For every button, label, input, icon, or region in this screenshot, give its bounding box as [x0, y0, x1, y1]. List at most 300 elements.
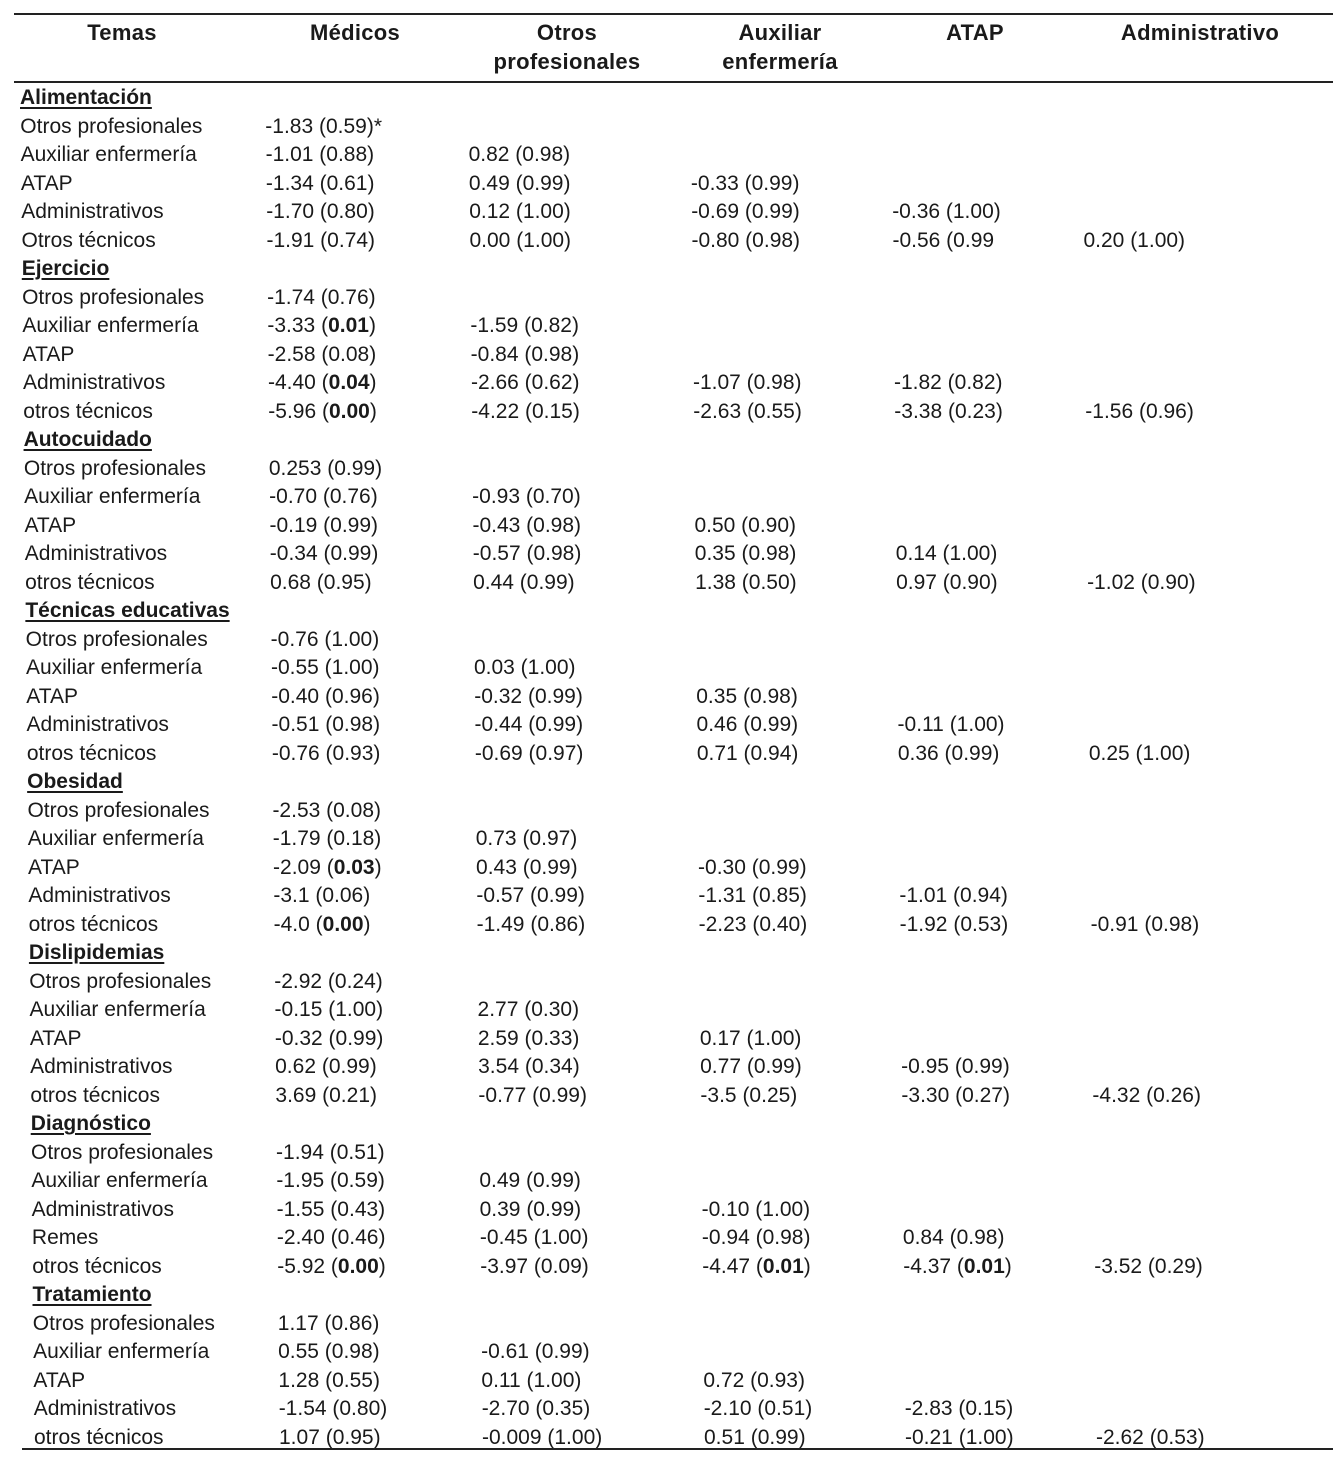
section-title: Técnicas educativas: [25, 599, 230, 622]
table-cell: [271, 683, 380, 711]
cell-value: -0.84 (0.98): [470, 342, 580, 366]
cell-value: 0.77 (0.99): [700, 1055, 802, 1078]
table-cell: [271, 654, 380, 682]
cell-value: 1.07 (0.95): [279, 1425, 381, 1449]
row-label: Auxiliar enfermería: [24, 485, 201, 508]
table-cell: [267, 284, 376, 312]
cell-value: -4.0 (: [273, 912, 323, 936]
cell-value: 1.17 (0.86): [277, 1311, 380, 1335]
table-cell: [478, 1082, 587, 1110]
table-cell: [1089, 740, 1191, 768]
significant-p-value: 0.00: [322, 912, 364, 936]
table-cell: [469, 141, 571, 169]
significant-p-value: 0.04: [328, 371, 370, 394]
cell-value: -0.43 (0.98): [472, 513, 582, 537]
row-label: Auxiliar enfermería: [22, 314, 199, 337]
table-cell: [273, 882, 370, 910]
table-cell: [268, 398, 377, 426]
cell-value: -1.56 (0.96): [1085, 399, 1194, 423]
cell-value: 0.46 (0.99): [696, 713, 799, 736]
table-cell: [275, 1025, 384, 1053]
cell-value: -2.63 (0.55): [693, 399, 802, 423]
table-cell: [476, 825, 578, 853]
table-cell: [691, 198, 800, 226]
cell-value: -0.57 (0.99): [476, 884, 585, 907]
cell-value: -2.09 (: [273, 855, 334, 879]
table-cell: [269, 512, 378, 540]
row-label: Administrativos: [24, 542, 168, 565]
table-cell: [269, 455, 382, 483]
row-label: Auxiliar enfermería: [33, 1340, 210, 1363]
table-cell: [1083, 227, 1185, 255]
cell-value: -0.32 (0.99): [474, 684, 583, 708]
section-title: Alimentación: [20, 86, 152, 109]
row-label: Auxiliar enfermería: [20, 143, 197, 166]
row-label: ATAP: [22, 342, 75, 366]
table-cell: [903, 1224, 1005, 1252]
row-label: Otros profesionales: [32, 1311, 215, 1335]
row-label: Otros profesionales: [22, 285, 205, 309]
table-cell: [266, 141, 375, 169]
table-cell: [896, 569, 998, 597]
table-cell: [274, 968, 383, 996]
significant-p-value: 0.03: [333, 855, 375, 879]
cell-value: -0.19 (0.99): [269, 513, 379, 537]
cell-value: -4.37 (: [903, 1254, 964, 1278]
table-cell: [696, 683, 798, 711]
table-cell: [266, 227, 375, 255]
table-cell: [892, 227, 994, 255]
table-cell: [472, 512, 581, 540]
cell-value: 0.97 (0.90): [896, 570, 998, 594]
table-cell: [278, 1310, 380, 1338]
table-cell: [896, 540, 998, 568]
row-label: Administrativos: [33, 1397, 177, 1420]
row-label: otros técnicos: [25, 570, 155, 594]
table-cell: [469, 227, 571, 255]
significant-p-value: 0.01: [328, 314, 369, 337]
cell-value: -1.92 (0.53): [899, 912, 1009, 936]
row-label: Otros profesionales: [27, 798, 210, 822]
table-cell: [697, 711, 799, 739]
table-cell: [273, 825, 382, 853]
cell-value: 0.25 (1.00): [1088, 741, 1191, 765]
table-cell: [1091, 911, 1200, 939]
table-cell: [270, 540, 379, 568]
table-cell: [899, 882, 1008, 910]
cell-value: -0.61 (0.99): [481, 1340, 590, 1363]
table-cell: [694, 512, 796, 540]
header-atap: ATAP: [946, 20, 1004, 45]
cell-closing: ): [369, 399, 377, 423]
section-title: Tratamiento: [32, 1283, 152, 1306]
row-label: Auxiliar enfermería: [25, 656, 203, 679]
cell-value: 0.11 (1.00): [481, 1368, 582, 1392]
header-administrativo: Administrativo: [1120, 20, 1280, 45]
table-cell: [482, 1395, 591, 1423]
table-cell: [697, 740, 799, 768]
table-cell: [266, 170, 375, 198]
table-cell: [471, 369, 580, 397]
cell-value: -3.33 (: [267, 314, 329, 337]
table-cell: [480, 1253, 589, 1281]
cell-value: -3.97 (0.09): [480, 1254, 589, 1278]
significant-p-value: 0.01: [963, 1254, 1005, 1278]
cell-value: -2.70 (0.35): [481, 1397, 591, 1420]
table-cell: [1094, 1253, 1203, 1281]
row-label: Administrativos: [28, 884, 171, 907]
row-label: Auxiliar enfermería: [27, 827, 204, 850]
header-temas: Temas: [87, 20, 157, 45]
cell-value: -3.5 (0.25): [700, 1083, 798, 1107]
row-label: Auxiliar enfermería: [31, 1169, 208, 1192]
table-cell: [266, 198, 375, 226]
cell-value: -0.91 (0.98): [1090, 912, 1200, 936]
cell-value: -0.32 (0.99): [274, 1026, 384, 1050]
table-cell: [478, 1053, 580, 1081]
table-cell: [478, 996, 580, 1024]
table-cell: [894, 398, 1003, 426]
table-cell: [691, 170, 800, 198]
table-cell: [268, 369, 377, 397]
table-cell: [479, 1167, 581, 1195]
table-cell: [275, 996, 384, 1024]
cell-value: -1.83 (0.59)*: [265, 114, 383, 138]
cell-value: 0.12 (1.00): [469, 200, 571, 223]
table-cell: [901, 1082, 1010, 1110]
table-cell: [702, 1253, 811, 1281]
cell-value: -4.40 (: [267, 371, 329, 394]
row-label: Otros profesionales: [31, 1140, 214, 1164]
cell-value: 0.82 (0.98): [468, 143, 571, 166]
table-cell: [278, 1338, 380, 1366]
section-title: Diagnóstico: [30, 1112, 151, 1135]
cell-value: -2.92 (0.24): [274, 969, 383, 993]
cell-value: -1.59 (0.82): [470, 314, 579, 337]
table-cell: [478, 1025, 580, 1053]
cell-value: -4.47 (: [702, 1254, 763, 1278]
row-label: otros técnicos: [30, 1083, 160, 1107]
table-cell: [272, 711, 381, 739]
cell-value: -0.57 (0.98): [472, 542, 582, 565]
cell-value: 2.77 (0.30): [477, 998, 580, 1021]
table-cell: [699, 911, 808, 939]
cell-value: 3.54 (0.34): [478, 1055, 580, 1078]
cell-value: -1.49 (0.86): [476, 912, 586, 936]
table-cell: [480, 1224, 589, 1252]
row-label: Otros profesionales: [29, 969, 212, 993]
cell-value: 0.36 (0.99): [897, 741, 1000, 765]
cell-value: 0.62 (0.99): [275, 1055, 377, 1078]
table-cell: [279, 1395, 388, 1423]
cell-value: -0.76 (0.93): [271, 741, 381, 765]
table-cell: [278, 1367, 380, 1395]
cell-value: -1.74 (0.76): [267, 285, 376, 309]
table-cell: [275, 1053, 377, 1081]
cell-value: -0.77 (0.99): [478, 1083, 587, 1107]
table-cell: [277, 1224, 386, 1252]
row-label: ATAP: [20, 171, 73, 195]
cell-value: 0.71 (0.94): [696, 741, 799, 765]
table-cell: [693, 398, 802, 426]
cell-closing: ): [369, 371, 377, 394]
table-cell: [905, 1395, 1014, 1423]
table-cell: [481, 1367, 581, 1395]
cell-closing: ): [378, 1254, 386, 1278]
section-title: Ejercicio: [21, 257, 110, 280]
cell-closing: ): [803, 1254, 811, 1278]
cell-value: 0.51 (0.99): [704, 1425, 806, 1449]
cell-value: 0.35 (0.98): [694, 542, 797, 565]
cell-value: -1.01 (0.88): [265, 143, 375, 166]
cell-value: 0.253 (0.99): [268, 456, 383, 480]
row-label: otros técnicos: [26, 741, 157, 765]
cell-value: -3.1 (0.06): [273, 884, 371, 907]
cell-value: -1.02 (0.90): [1087, 570, 1196, 594]
cell-value: -2.83 (0.15): [904, 1397, 1014, 1420]
table-cell: [894, 369, 1003, 397]
table-cell: [268, 341, 377, 369]
table-cell: [475, 740, 584, 768]
row-label: Otros técnicos: [21, 228, 156, 252]
cell-value: -2.62 (0.53): [1096, 1425, 1205, 1449]
cell-value: -2.23 (0.40): [698, 912, 808, 936]
table-cell: [703, 1367, 805, 1395]
row-label: ATAP: [33, 1368, 86, 1392]
row-label: otros técnicos: [34, 1425, 164, 1449]
table-cell: [477, 911, 586, 939]
cell-value: -0.56 (0.99: [892, 228, 995, 252]
table-cell: [898, 740, 1000, 768]
table-cell: [271, 626, 380, 654]
table-cell: [474, 683, 583, 711]
table-cell: [471, 341, 580, 369]
table-cell: [469, 170, 571, 198]
cell-value: -1.82 (0.82): [893, 371, 1003, 394]
cell-value: -1.70 (0.80): [266, 200, 375, 223]
table-cell: [277, 1253, 386, 1281]
cell-closing: ): [368, 314, 376, 337]
cell-value: -0.70 (0.76): [269, 485, 378, 508]
table-cell: [700, 1025, 802, 1053]
cell-value: 0.73 (0.97): [475, 827, 578, 850]
header-rule: [14, 81, 1333, 83]
cell-value: 0.55 (0.98): [278, 1340, 380, 1363]
cell-value: 3.69 (0.21): [275, 1083, 377, 1107]
table-cell: [473, 569, 575, 597]
cell-value: -1.54 (0.80): [278, 1397, 388, 1420]
table-cell: [275, 1082, 377, 1110]
cell-value: 2.59 (0.33): [477, 1026, 580, 1050]
cell-value: -5.96 (: [268, 399, 329, 423]
cell-value: -4.22 (0.15): [471, 399, 580, 423]
table-cell: [901, 1053, 1010, 1081]
cell-value: -4.32 (0.26): [1092, 1083, 1201, 1107]
cell-value: -0.94 (0.98): [701, 1226, 811, 1249]
cell-value: -2.66 (0.62): [470, 371, 580, 394]
row-label: otros técnicos: [32, 1254, 162, 1278]
table-cell: [265, 113, 382, 141]
row-label: Administrativos: [22, 371, 166, 394]
table-cell: [476, 854, 578, 882]
table-cell: [1085, 398, 1194, 426]
table-cell: [470, 312, 579, 340]
cell-value: 0.84 (0.98): [902, 1226, 1005, 1249]
cell-value: 0.39 (0.99): [479, 1197, 582, 1221]
row-label: ATAP: [26, 684, 78, 708]
table-cell: [898, 711, 1005, 739]
cell-value: -1.91 (0.74): [266, 228, 376, 252]
cell-value: -0.80 (0.98): [691, 228, 801, 252]
table-cell: [695, 569, 797, 597]
cell-value: 0.03 (1.00): [473, 656, 576, 679]
cell-value: 0.14 (1.00): [895, 542, 998, 565]
cell-value: 0.49 (0.99): [479, 1169, 581, 1192]
cell-closing: ): [1004, 1254, 1012, 1278]
table-cell: [272, 740, 381, 768]
table-cell: [480, 1196, 582, 1224]
cell-value: 0.72 (0.93): [703, 1368, 805, 1392]
cell-value: -1.95 (0.59): [276, 1169, 385, 1192]
cell-value: 0.49 (0.99): [468, 171, 571, 195]
cell-value: -0.44 (0.99): [474, 713, 584, 736]
cell-value: 1.28 (0.55): [278, 1368, 380, 1392]
table-cell: [1092, 1082, 1201, 1110]
cell-value: 0.20 (1.00): [1083, 228, 1186, 252]
table-cell: [272, 797, 381, 825]
cell-value: -5.92 (: [277, 1254, 338, 1278]
cell-value: -3.30 (0.27): [901, 1083, 1010, 1107]
cell-value: -0.009 (1.00): [482, 1425, 603, 1449]
table-cell: [900, 911, 1009, 939]
table-cell: [892, 198, 1001, 226]
table-cell: [1087, 569, 1196, 597]
cell-value: -0.30 (0.99): [698, 855, 807, 879]
significant-p-value: 0.01: [762, 1254, 804, 1278]
row-label: otros técnicos: [28, 912, 159, 936]
row-label: Administrativos: [21, 200, 164, 223]
cell-value: 0.00 (1.00): [469, 228, 572, 252]
cell-value: 0.50 (0.90): [694, 513, 797, 537]
section-title: Obesidad: [27, 770, 123, 793]
cell-value: -2.10 (0.51): [703, 1397, 813, 1420]
cell-value: 0.68 (0.95): [270, 570, 372, 594]
row-label: ATAP: [28, 855, 80, 879]
row-label: ATAP: [24, 513, 77, 537]
cell-value: -2.53 (0.08): [272, 798, 381, 822]
table-cell: [273, 854, 382, 882]
cell-value: 1.38 (0.50): [695, 570, 797, 594]
top-rule: [14, 13, 1333, 15]
table-cell: [277, 1196, 386, 1224]
table-cell: [276, 1139, 385, 1167]
row-label: Administrativos: [26, 713, 169, 736]
cell-value: -0.34 (0.99): [269, 542, 379, 565]
table-cell: [469, 198, 571, 226]
significant-p-value: 0.00: [328, 399, 370, 423]
row-label: Administrativos: [31, 1197, 174, 1221]
cell-value: -3.38 (0.23): [894, 399, 1003, 423]
table-cell: [700, 1082, 797, 1110]
cell-value: -1.94 (0.51): [276, 1140, 385, 1164]
table-cell: [269, 483, 378, 511]
row-label: ATAP: [29, 1026, 82, 1050]
table-cell: [274, 911, 371, 939]
table-cell: [471, 398, 580, 426]
cell-value: -1.34 (0.61): [265, 171, 375, 195]
table-cell: [698, 854, 807, 882]
row-label: Otros profesionales: [25, 627, 208, 651]
cell-value: -0.51 (0.98): [271, 713, 381, 736]
cell-value: -0.45 (1.00): [479, 1226, 589, 1249]
table-cell: [695, 540, 797, 568]
cell-closing: ): [363, 912, 371, 936]
cell-value: -0.69 (0.99): [691, 200, 800, 223]
cell-value: -1.07 (0.98): [692, 371, 802, 394]
cell-value: -0.21 (1.00): [905, 1425, 1014, 1449]
table-cell: [702, 1196, 811, 1224]
cell-value: -0.10 (1.00): [701, 1197, 811, 1221]
header-otros-profesionales: Otros profesionales: [493, 20, 641, 74]
cell-value: -0.11 (1.00): [897, 713, 1005, 736]
table-cell: [276, 1167, 385, 1195]
cell-value: -3.52 (0.29): [1094, 1254, 1203, 1278]
section-title: Dislipidemias: [28, 941, 165, 964]
cell-closing: ): [374, 855, 382, 879]
cell-value: -0.93 (0.70): [472, 485, 581, 508]
table-cell: [702, 1224, 811, 1252]
bottom-rule: [22, 1448, 1333, 1450]
table-cell: [698, 882, 807, 910]
table-cell: [903, 1253, 1012, 1281]
cell-value: -0.95 (0.99): [901, 1055, 1010, 1078]
table-cell: [473, 540, 582, 568]
table-cell: [475, 711, 584, 739]
table-cell: [472, 483, 581, 511]
cell-value: -0.33 (0.99): [690, 171, 800, 195]
table-cell: [704, 1395, 813, 1423]
row-label: Auxiliar enfermería: [29, 998, 206, 1021]
header-auxiliar-enfermeria: Auxiliar enfermería: [722, 20, 838, 74]
cell-value: 0.43 (0.99): [476, 855, 578, 879]
table-cell: [481, 1338, 590, 1366]
cell-value: -0.40 (0.96): [271, 684, 380, 708]
cell-value: -1.55 (0.43): [276, 1197, 386, 1221]
table-cell: [700, 1053, 802, 1081]
table-cell: [270, 569, 372, 597]
row-label: otros técnicos: [23, 399, 153, 423]
cell-value: -0.15 (1.00): [274, 998, 384, 1021]
section-title: Autocuidado: [23, 428, 152, 451]
row-label: Otros profesionales: [20, 114, 203, 138]
cell-value: -0.36 (1.00): [892, 200, 1001, 223]
cell-value: -0.76 (1.00): [270, 627, 380, 651]
cell-value: -2.58 (0.08): [267, 342, 377, 366]
significant-p-value: 0.00: [337, 1254, 379, 1278]
table-cell: [693, 369, 802, 397]
cell-value: -1.79 (0.18): [272, 827, 382, 850]
cell-value: 0.35 (0.98): [696, 684, 798, 708]
cell-value: -1.01 (0.94): [899, 884, 1008, 907]
header-medicos: Médicos: [309, 20, 401, 45]
cell-value: -2.40 (0.46): [276, 1226, 386, 1249]
row-label: Administrativos: [30, 1055, 173, 1078]
row-label: Otros profesionales: [23, 456, 206, 480]
table-cell: [267, 312, 376, 340]
cell-value: 0.17 (1.00): [699, 1026, 802, 1050]
cell-value: 0.44 (0.99): [473, 570, 575, 594]
table-cell: [474, 654, 576, 682]
